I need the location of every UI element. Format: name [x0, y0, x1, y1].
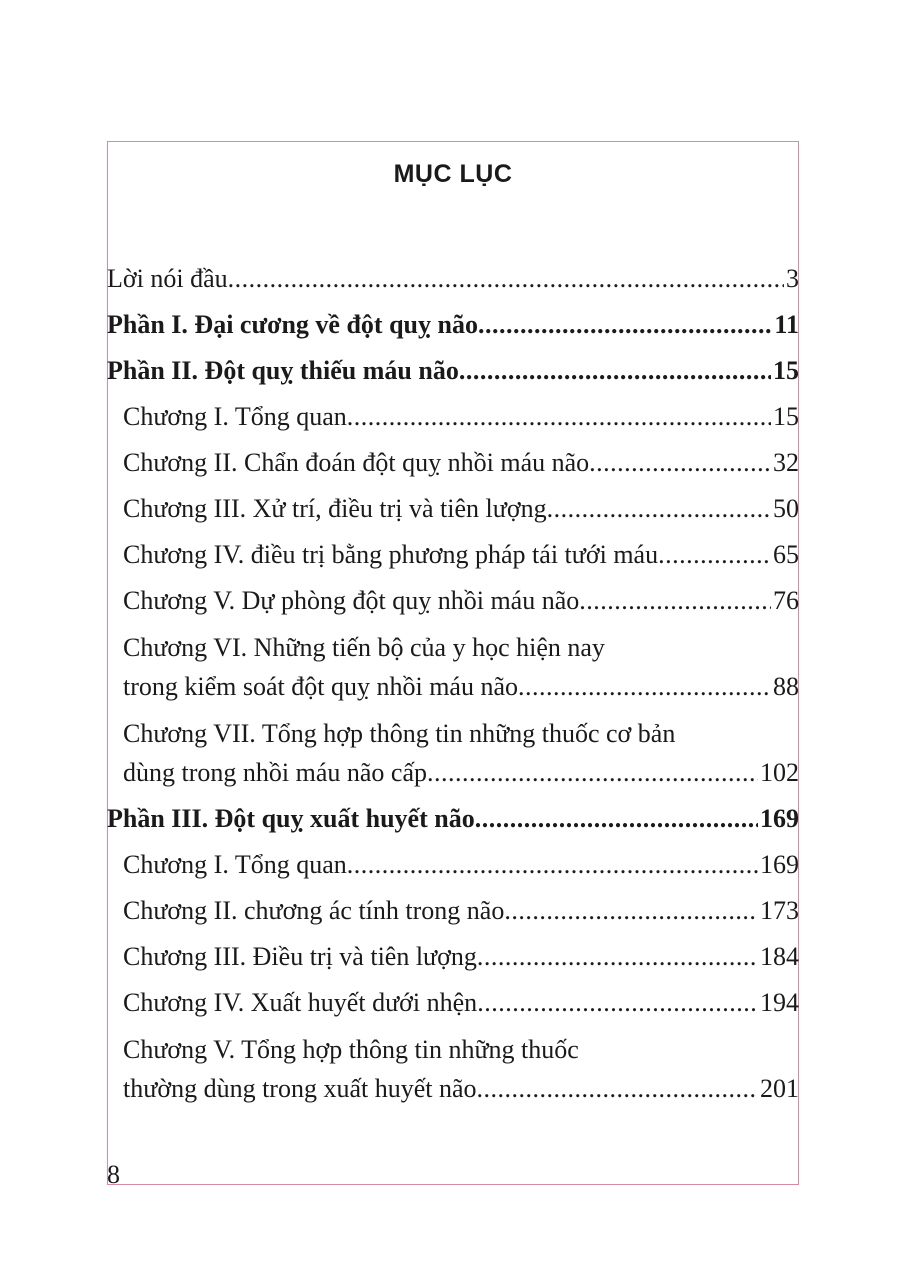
toc-entry-chapter[interactable] [107, 934, 799, 980]
toc-entry-chapter[interactable] [107, 532, 799, 578]
toc-entry-page: 3 [786, 264, 799, 293]
toc-entry-part-2[interactable] [107, 348, 799, 394]
toc-entry-label: thường dùng trong xuất huyết não [123, 1074, 477, 1103]
toc-entry-page: 194 [760, 988, 799, 1017]
toc-entry-label: Chương I. Tổng quan [123, 402, 347, 431]
leader-dots [478, 302, 772, 348]
toc-entry-chapter[interactable] [107, 578, 799, 624]
toc-entry-chapter[interactable] [107, 1026, 799, 1112]
toc-entry-label: Phần II. Đột quỵ thiếu máu não [107, 356, 459, 385]
toc-entry-label: Chương I. Tổng quan [123, 850, 347, 879]
toc-entry-chapter[interactable] [107, 980, 799, 1026]
toc-entry-page: 15 [773, 356, 799, 385]
toc-entry-label: Chương II. chương ác tính trong não [123, 896, 505, 925]
leader-dots [477, 980, 758, 1026]
toc-entry-label: Phần III. Đột quỵ xuất huyết não [107, 804, 475, 833]
toc-entry-chapter[interactable] [107, 710, 799, 796]
leader-dots [579, 578, 771, 624]
leader-dots [427, 754, 758, 792]
toc-entry-chapter[interactable] [107, 842, 799, 888]
leader-dots [518, 668, 771, 706]
toc-entry-chapter[interactable] [107, 888, 799, 934]
leader-dots [504, 888, 758, 934]
toc-entry-page: 88 [773, 672, 799, 701]
toc-entry-chapter[interactable] [107, 624, 799, 710]
leader-dots [589, 440, 771, 486]
toc-entry-page: 76 [773, 586, 799, 615]
leader-dots [477, 1070, 758, 1108]
table-of-contents [107, 256, 799, 1112]
toc-entry-page: 173 [760, 896, 799, 925]
toc-entry-page: 102 [760, 758, 799, 787]
toc-entry-chapter[interactable] [107, 394, 799, 440]
page-number: 8 [107, 1160, 120, 1189]
toc-entry-page: 169 [760, 850, 799, 879]
toc-entry-label-line1: Chương VI. Những tiến bộ của y học hiện nay [123, 633, 605, 662]
toc-entry-label: Chương II. Chẩn đoán đột quỵ nhồi máu não [123, 448, 590, 477]
toc-entry-page: 50 [773, 494, 799, 523]
toc-entry-page: 169 [760, 804, 799, 833]
toc-entry-page: 11 [774, 310, 799, 339]
leader-dots [459, 348, 771, 394]
leader-dots [658, 532, 771, 578]
toc-entry-chapter[interactable] [107, 440, 799, 486]
toc-entry-label: Chương IV. Xuất huyết dưới nhện [123, 988, 478, 1017]
toc-entry-preface[interactable] [107, 256, 799, 302]
leader-dots [347, 394, 771, 440]
toc-entry-label-line1: Chương VII. Tổng hợp thông tin những thuốc cơ bản [123, 719, 676, 748]
toc-entry-page: 15 [773, 402, 799, 431]
leader-dots [347, 842, 758, 888]
toc-entry-label: Phần I. Đại cương về đột quỵ não [107, 310, 478, 339]
toc-entry-label: Chương IV. điều trị bằng phương pháp tái tưới máu [123, 540, 659, 569]
toc-entry-label: dùng trong nhồi máu não cấp [123, 758, 427, 787]
toc-entry-page: 32 [773, 448, 799, 477]
leader-dots [228, 256, 784, 302]
toc-entry-label-line1: Chương V. Tổng hợp thông tin những thuốc [123, 1035, 579, 1064]
leader-dots [475, 796, 758, 842]
toc-entry-label: trong kiểm soát đột quỵ nhồi máu não [123, 672, 519, 701]
page-title: MỤC LỤC [393, 160, 513, 188]
toc-entry-label: Chương III. Xử trí, điều trị và tiên lượng [123, 494, 547, 523]
toc-entry-chapter[interactable] [107, 486, 799, 532]
leader-dots [477, 934, 758, 980]
toc-entry-part-3[interactable] [107, 796, 799, 842]
toc-entry-page: 184 [760, 942, 799, 971]
toc-entry-part-1[interactable] [107, 302, 799, 348]
toc-entry-label: Lời nói đầu [107, 264, 228, 293]
toc-entry-page: 201 [760, 1074, 799, 1103]
toc-entry-page: 65 [773, 540, 799, 569]
toc-entry-label: Chương III. Điều trị và tiên lượng [123, 942, 477, 971]
leader-dots [547, 486, 771, 532]
toc-entry-label: Chương V. Dự phòng đột quỵ nhồi máu não [123, 586, 580, 615]
